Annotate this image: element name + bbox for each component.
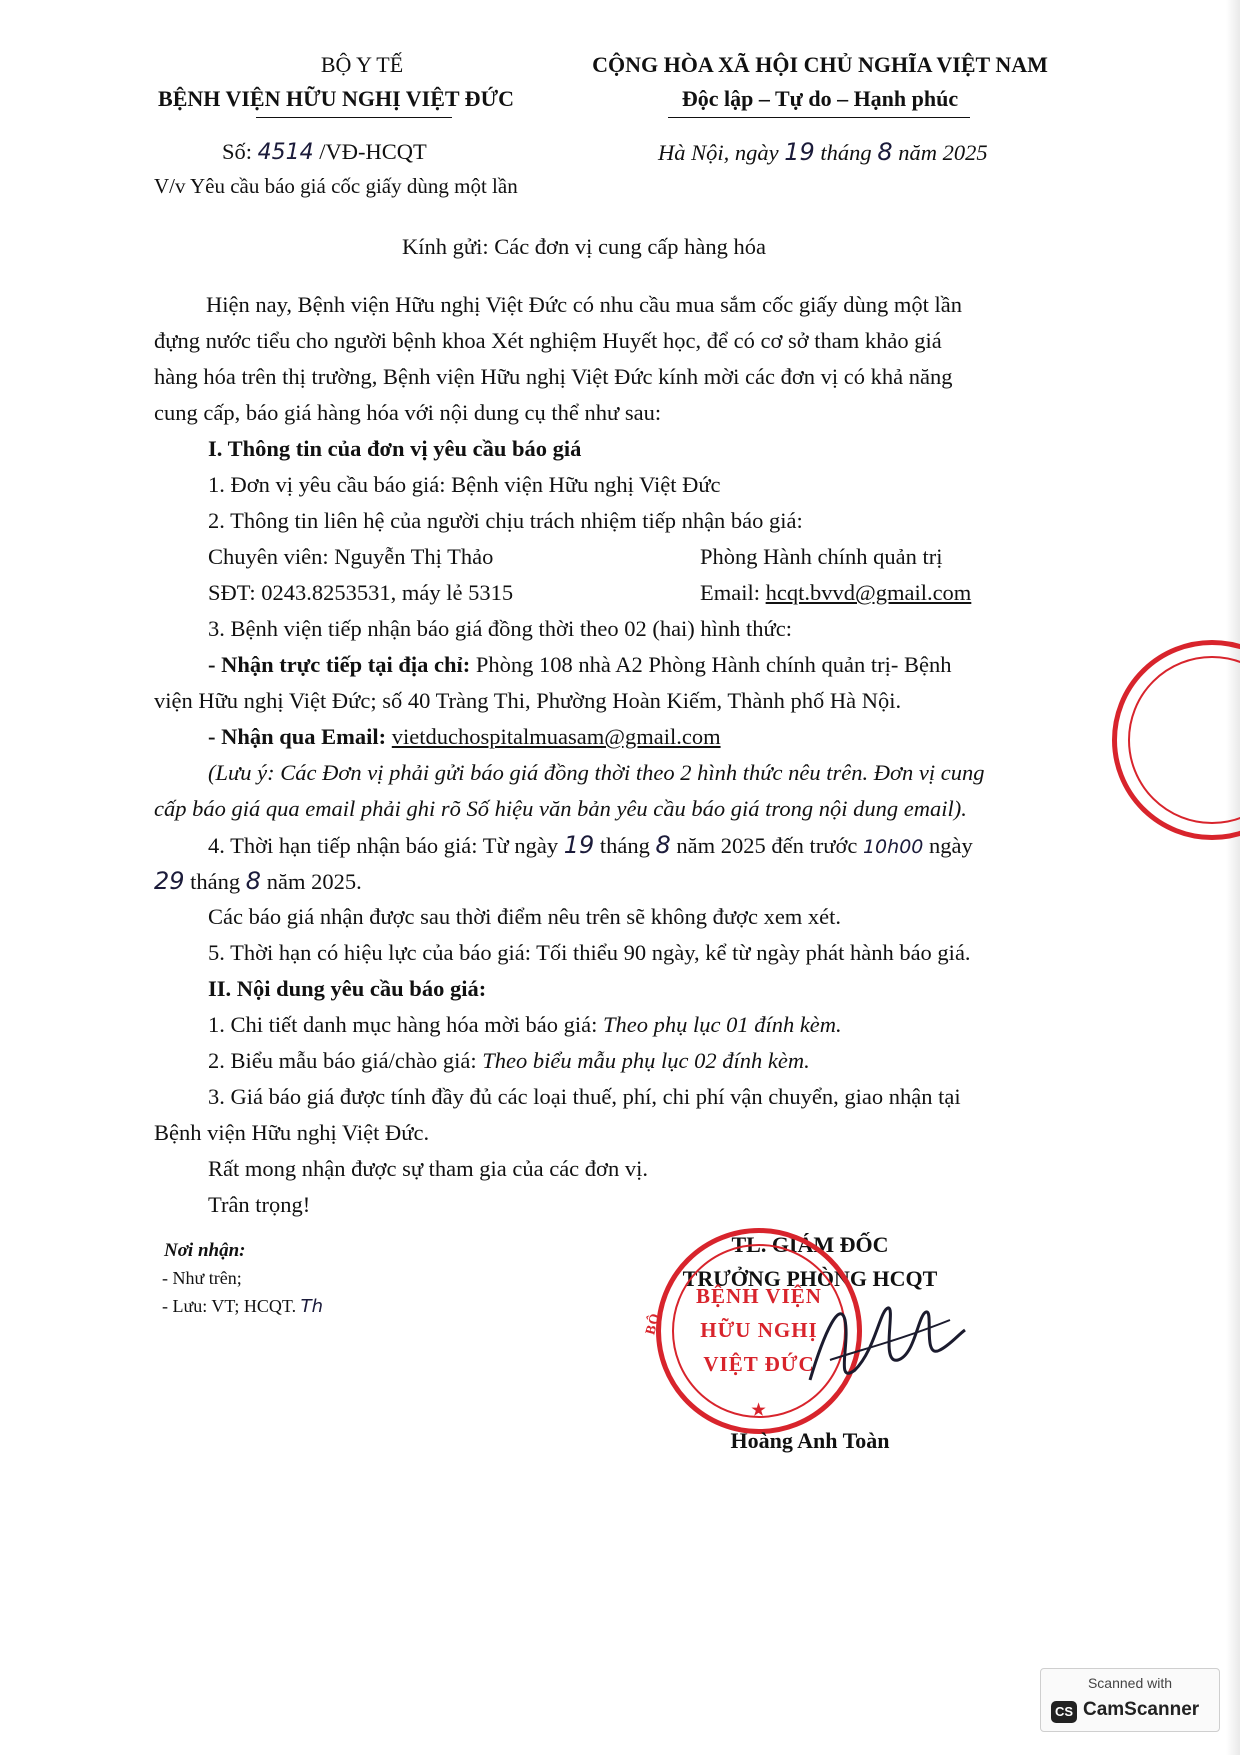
recipients-line-1: - Như trên; (162, 1268, 242, 1288)
watermark-line-2: CamScanner (1083, 1699, 1200, 1720)
stamp-line-2: HỮU NGHỊ (700, 1318, 818, 1342)
motto-underline (668, 117, 970, 118)
section-2-item-1-text: 1. Chi tiết danh mục hàng hóa mời báo giá: (208, 1012, 598, 1037)
submission-note (208, 759, 985, 786)
signature-role-2: TRƯỞNG PHÒNG HCQT (682, 1266, 938, 1291)
hospital-underline (256, 117, 452, 118)
email-submission-label: - Nhận qua Email: (208, 724, 387, 749)
intro-line-4: cung cấp, báo giá hàng hóa với nội dung cụ thể như sau: (154, 400, 662, 425)
contact-phone: SĐT: 0243.8253531, máy lẻ 5315 (208, 580, 514, 605)
section-1-title: I. Thông tin của đơn vị yêu cầu báo giá (208, 436, 582, 461)
stamp-side-text: BỘ (643, 1311, 664, 1337)
direct-submission (208, 651, 951, 678)
contact-department: Phòng Hành chính quản trị (700, 544, 943, 569)
camscanner-watermark (1040, 1668, 1220, 1732)
stamp-line-3: VIỆT ĐỨC (703, 1352, 815, 1376)
direct-submission-label: - Nhận trực tiếp tại địa chỉ: (208, 652, 471, 677)
closing-line-1: Rất mong nhận được sự tham gia của các đơn vị. (208, 1156, 648, 1181)
camscanner-logo-icon: CS (1051, 1701, 1077, 1723)
late-submission-note: Các báo giá nhận được sau thời điểm nêu trên sẽ không được xem xét. (208, 904, 842, 929)
handwritten-signature (800, 1290, 970, 1400)
deadline-end-day: 29 (154, 867, 185, 895)
hospital-name: BỆNH VIỆN HỮU NGHỊ VIỆT ĐỨC (158, 86, 514, 111)
submission-note-2: cấp báo giá qua email phải ghi rõ Số hiệu văn bản yêu cầu báo giá trong nội dung email). (154, 796, 967, 821)
intro-line-2: đựng nước tiểu cho người bệnh khoa Xét nghiệm Huyết học, để có cơ sở tham khảo giá (154, 328, 942, 353)
contact-specialist: Chuyên viên: Nguyễn Thị Thảo (208, 544, 494, 569)
watermark-line-1: Scanned with (1087, 1675, 1173, 1691)
signatory-name: Hoàng Anh Toàn (730, 1428, 890, 1453)
contact-email-link[interactable]: hcqt.bvvd@gmail.com (765, 580, 972, 605)
date-day-handwritten: 19 (784, 138, 815, 166)
email-submission (208, 723, 721, 750)
section-1-item-1: 1. Đơn vị yêu cầu báo giá: Bệnh viện Hữu nghị Việt Đức (208, 472, 721, 497)
section-1-item-2: 2. Thông tin liên hệ của người chịu trách nhiệm tiếp nhận báo giá: (208, 508, 803, 533)
number-handwritten: 4514 (257, 140, 314, 165)
section-1-item-4-cont (154, 867, 362, 896)
signature-role-1: TL. GIÁM ĐỐC (731, 1232, 889, 1257)
date-year: năm 2025 (898, 140, 988, 165)
direct-submission-address: Phòng 108 nhà A2 Phòng Hành chính quản trị- Bệnh (475, 652, 952, 677)
section-2-item-1 (208, 1011, 842, 1038)
document-date (658, 138, 988, 167)
republic-name: CỘNG HÒA XÃ HỘI CHỦ NGHĨA VIỆT NAM (592, 52, 1048, 77)
intro-line-3: hàng hóa trên thị trường, Bệnh viện Hữu nghị Việt Đức kính mời các đơn vị có khả năng (154, 364, 953, 389)
document-number (222, 138, 427, 166)
recipients-line-2 (162, 1296, 323, 1317)
deadline-text-a: 4. Thời hạn tiếp nhận báo giá: Từ ngày (208, 833, 559, 858)
recipients-archive: - Lưu: VT; HCQT. (162, 1296, 297, 1316)
section-1-item-3: 3. Bệnh viện tiếp nhận báo giá đồng thời theo 02 (hai) hình thức: (208, 616, 792, 641)
date-month-label: tháng (820, 140, 872, 165)
section-1-item-4 (208, 831, 973, 860)
deadline-text-e: tháng (190, 869, 241, 894)
section-2-item-3: 3. Giá báo giá được tính đầy đủ các loại thuế, phí, chi phí vận chuyển, giao nhận tại (208, 1084, 961, 1109)
salutation: Kính gửi: Các đơn vị cung cấp hàng hóa (402, 234, 767, 259)
national-motto: Độc lập – Tự do – Hạnh phúc (681, 86, 959, 111)
deadline-text-b: tháng (599, 833, 650, 858)
ministry-name: BỘ Y TẾ (320, 52, 404, 77)
direct-submission-address-2: viện Hữu nghị Việt Đức; số 40 Tràng Thi, Phường Hoàn Kiếm, Thành phố Hà Nội. (154, 688, 902, 713)
email-submission-link[interactable]: vietduchospitalmuasam@gmail.com (391, 724, 721, 749)
document-subject: V/v Yêu cầu báo giá cốc giấy dùng một lần (154, 174, 518, 198)
section-2-title: II. Nội dung yêu cầu báo giá: (208, 976, 487, 1001)
intro-line-1: Hiện nay, Bệnh viện Hữu nghị Việt Đức có nhu cầu mua sắm cốc giấy dùng một lần (206, 292, 962, 317)
deadline-time: 10h00 (862, 836, 924, 858)
deadline-start-month: 8 (655, 831, 671, 859)
section-2-item-2 (208, 1047, 810, 1074)
recipients-initials: Th (300, 1296, 323, 1317)
recipients-title: Nơi nhận: (164, 1240, 246, 1261)
note-text: Các Đơn vị phải gửi báo giá đồng thời theo 2 hình thức nêu trên. Đơn vị cung (280, 760, 985, 785)
number-suffix: /VĐ-HCQT (319, 139, 427, 164)
section-1-item-5: 5. Thời hạn có hiệu lực của báo giá: Tối thiểu 90 ngày, kể từ ngày phát hành báo giá. (208, 940, 971, 965)
deadline-start-day: 19 (563, 831, 595, 859)
stamp-line-1: BỆNH VIỆN (696, 1284, 822, 1308)
signature-stroke-1 (810, 1308, 965, 1380)
deadline-text-d: ngày (929, 833, 973, 858)
note-label: (Lưu ý: (208, 760, 275, 785)
number-prefix: Số: (222, 139, 253, 164)
section-2-item-1-ref: Theo phụ lục 01 đính kèm. (602, 1012, 842, 1037)
deadline-text-c: năm 2025 đến trước (676, 833, 858, 858)
stamp-star: ★ (751, 1402, 767, 1419)
date-month-handwritten: 8 (877, 138, 893, 166)
section-2-item-2-text: 2. Biểu mẫu báo giá/chào giá: (208, 1048, 477, 1073)
date-prefix: Hà Nội, ngày (658, 140, 779, 165)
section-2-item-2-ref: Theo biểu mẫu phụ lục 02 đính kèm. (482, 1048, 810, 1073)
contact-email-label: Email: (700, 580, 760, 605)
deadline-end-month: 8 (245, 867, 262, 895)
deadline-text-f: năm 2025. (266, 869, 362, 894)
section-2-item-3-cont: Bệnh viện Hữu nghị Việt Đức. (154, 1120, 430, 1145)
contact-email (700, 579, 971, 606)
closing-line-2: Trân trọng! (208, 1192, 311, 1217)
scan-edge-shadow (1226, 0, 1240, 1755)
